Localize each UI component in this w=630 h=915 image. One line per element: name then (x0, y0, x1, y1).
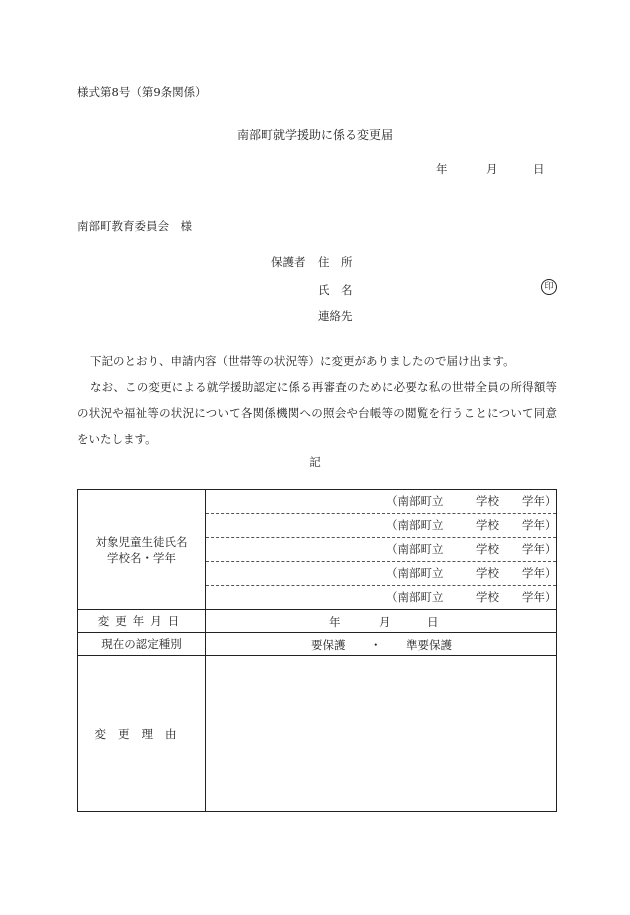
reason-input-area[interactable] (206, 656, 557, 812)
change-date-day: 日 (427, 615, 439, 629)
category-separator: ・ (370, 638, 382, 652)
student-label-line2: 学校名・学年 (107, 550, 176, 565)
school-label: 学校 (476, 542, 499, 556)
school-prefix: （南部町立 (386, 518, 444, 532)
grade-label: 学年） (522, 542, 557, 556)
name-label: 氏 名 (318, 283, 353, 297)
student-label-cell (78, 490, 206, 610)
statement-paragraph-1: 下記のとおり、申請内容（世帯等の状況等）に変更がありましたので届け出ます。 (90, 354, 515, 368)
school-prefix: （南部町立 (386, 494, 444, 508)
student-school-row[interactable] (206, 490, 556, 514)
category-option-welfare[interactable]: 要保護 (311, 638, 346, 652)
student-school-row[interactable] (206, 538, 556, 562)
student-entries-cell (206, 490, 557, 610)
contact-label: 連絡先 (318, 309, 353, 323)
seal-icon: 印 (541, 279, 557, 295)
grade-label: 学年） (522, 566, 557, 580)
school-label: 学校 (476, 518, 499, 532)
reason-label: 変更理由 (78, 656, 206, 812)
school-prefix: （南部町立 (386, 542, 444, 556)
submission-date-month: 月 (486, 162, 498, 176)
student-label-line1: 対象児童生徒氏名 (95, 534, 188, 549)
ki-heading: 記 (309, 455, 321, 469)
school-label: 学校 (476, 590, 499, 604)
change-form-table (77, 489, 557, 812)
addressee: 南部町教育委員会 様 (77, 219, 192, 233)
category-option-semi-welfare[interactable]: 準要保護 (406, 638, 452, 652)
submission-date-year: 年 (436, 162, 448, 176)
document-title: 南部町就学援助に係る変更届 (236, 128, 393, 142)
grade-label: 学年） (522, 494, 557, 508)
school-prefix: （南部町立 (386, 566, 444, 580)
category-cell (206, 633, 557, 656)
school-label: 学校 (476, 566, 499, 580)
guardian-label: 保護者 (271, 255, 306, 269)
form-number: 様式第8号（第9条関係） (77, 85, 207, 99)
change-date-month: 月 (379, 615, 391, 629)
student-school-row[interactable] (206, 586, 556, 609)
school-label: 学校 (476, 494, 499, 508)
grade-label: 学年） (522, 518, 557, 532)
student-school-row[interactable] (206, 514, 556, 538)
change-date-year: 年 (329, 615, 341, 629)
submission-date-day: 日 (533, 162, 545, 176)
student-school-row[interactable] (206, 562, 556, 586)
category-label: 現在の認定種別 (78, 633, 206, 656)
grade-label: 学年） (522, 590, 557, 604)
school-prefix: （南部町立 (386, 590, 444, 604)
consent-paragraph: なお、この変更による就学援助認定に係る再審査のために必要な私の世帯全員の所得額等の状況や福祉等の状況について各関係機関への照会や台帳等の閲覧を行うことについて同意をいたします。 (77, 380, 557, 446)
change-date-cell[interactable] (206, 610, 557, 633)
change-date-label: 変更年月日 (78, 610, 206, 633)
address-label: 住 所 (318, 255, 353, 269)
